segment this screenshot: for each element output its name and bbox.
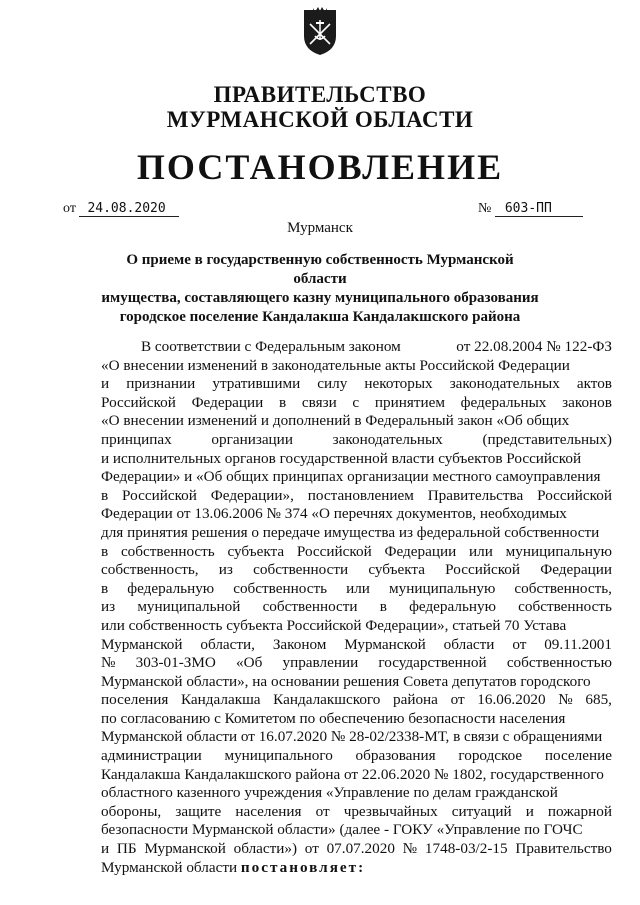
body-word: ПБ bbox=[116, 840, 137, 858]
body-line: или собственность субъекта Российской Федерации», статьей 70 Устава bbox=[101, 616, 567, 634]
body-line bbox=[101, 338, 612, 357]
body-word: от bbox=[450, 691, 465, 709]
body-word: Законом bbox=[272, 635, 327, 653]
body-line bbox=[101, 431, 612, 450]
body-word: собственность bbox=[518, 598, 612, 616]
body-word: субъекта bbox=[227, 542, 285, 560]
body-word: городское bbox=[458, 747, 523, 765]
body-word: обороны, bbox=[101, 802, 162, 820]
body-word: муниципальную bbox=[389, 579, 496, 597]
body-word: собственности bbox=[253, 561, 349, 579]
number-value: 603-ПП bbox=[495, 201, 583, 217]
body-word: федеральную bbox=[409, 598, 496, 616]
body-word: Российской bbox=[296, 542, 372, 560]
body-word: в bbox=[101, 542, 109, 560]
body-line: «О внесении изменений в законодательные акты Российской Федерации bbox=[101, 356, 570, 374]
body-word: образования bbox=[355, 747, 436, 765]
body-word: из bbox=[218, 561, 233, 579]
body-word: или bbox=[469, 542, 493, 560]
body-word: Мурманской bbox=[101, 635, 183, 653]
body-word: принципах bbox=[101, 430, 172, 448]
body-word: чрезвычайных bbox=[343, 802, 438, 820]
date-value: 24.08.2020 bbox=[79, 201, 179, 217]
body-line bbox=[101, 598, 612, 617]
body-word: организации bbox=[211, 430, 293, 448]
body-word: законов bbox=[562, 393, 612, 411]
body-line: безопасности Мурманской области» (далее - ГОКУ «Управление по ГОЧС bbox=[101, 821, 583, 839]
body-line: «О внесении изменений и дополнений в Федеральный закон «Об общих bbox=[101, 412, 570, 430]
body-word: Кандалакша bbox=[180, 691, 261, 709]
body-word: муниципального bbox=[224, 747, 333, 765]
body-line: Федерации» и «Об общих принципах организации местного самоуправления bbox=[101, 468, 601, 486]
body-word: в bbox=[101, 486, 109, 504]
body-word: поселения bbox=[101, 691, 169, 709]
body-word: Мурманской bbox=[344, 635, 426, 653]
body-word: Правительства bbox=[427, 486, 524, 504]
body-word: (представительных) bbox=[482, 430, 612, 448]
body-word: района bbox=[393, 691, 438, 709]
body-word: актов bbox=[576, 375, 612, 393]
body-word: муниципальную bbox=[505, 542, 612, 560]
body-word: Российской bbox=[445, 561, 521, 579]
body-line: для принятия решения о передаче имущества из федеральной собственности bbox=[101, 523, 600, 541]
body-word: В соответствии с Федеральным законом bbox=[141, 338, 401, 355]
body-word: № bbox=[402, 840, 418, 858]
body-word: законодательных bbox=[449, 375, 560, 393]
body-word: собственность bbox=[233, 579, 328, 597]
body-line bbox=[101, 747, 612, 766]
body-line bbox=[101, 691, 612, 710]
body-line: Кандалакша Кандалакшского района от 22.06.2020 № 1802, государственного bbox=[101, 765, 604, 783]
body-line bbox=[101, 487, 612, 506]
body-word: области, bbox=[200, 635, 255, 653]
closing-line bbox=[101, 859, 612, 878]
body-word: Правительство bbox=[515, 840, 612, 858]
body-word: федеральных bbox=[460, 393, 547, 411]
body-word: Федерации bbox=[540, 561, 612, 579]
body-word: 16.06.2020 bbox=[477, 691, 546, 709]
body-word: «Об bbox=[236, 654, 263, 672]
body-word: законодательных bbox=[332, 430, 443, 448]
body-word: Федерации bbox=[384, 542, 457, 560]
subject-line: городское поселение Кандалакша Кандалакшского района bbox=[119, 309, 521, 325]
body-word: области bbox=[443, 635, 495, 653]
body-word: собственность, bbox=[514, 579, 612, 597]
body-line bbox=[101, 543, 612, 562]
body-line bbox=[101, 561, 612, 580]
date-field bbox=[63, 201, 179, 217]
body-word: Федерации bbox=[191, 393, 264, 411]
body-word: от 22.08.2004 № 122-ФЗ bbox=[456, 338, 612, 355]
body-word: и bbox=[101, 840, 110, 858]
body-word: 685, bbox=[585, 691, 612, 709]
body-word: Российской bbox=[122, 486, 197, 504]
body-word: администрации bbox=[101, 747, 202, 765]
body-word: Кандалакшского bbox=[273, 691, 381, 709]
body-line bbox=[101, 840, 612, 859]
org-name-line1: ПРАВИТЕЛЬСТВО bbox=[213, 82, 427, 107]
document-type: ПОСТАНОВЛЕНИЕ bbox=[136, 147, 504, 187]
body-word: собственность, bbox=[101, 561, 199, 579]
body-word: муниципальной bbox=[137, 598, 241, 616]
body-word: собственностью bbox=[506, 654, 612, 672]
body-word: с bbox=[352, 393, 360, 411]
body-word: собственность bbox=[120, 542, 215, 560]
number-prefix: № bbox=[478, 201, 492, 216]
body-line: по согласованию с Комитетом по обеспечению безопасности населения bbox=[101, 709, 566, 727]
body-word: 303-01-ЗМО bbox=[135, 654, 216, 672]
coat-of-arms-icon bbox=[301, 6, 339, 56]
number-field bbox=[478, 201, 583, 217]
body-word: 1748-03/2-15 bbox=[424, 840, 508, 858]
body-line: Федерации от 13.06.2006 № 374 «О перечнях документов, необходимых bbox=[101, 505, 567, 523]
body-line bbox=[101, 803, 612, 822]
body-word: Федерации», bbox=[210, 486, 294, 504]
body-word: поселение bbox=[544, 747, 612, 765]
body-line: Мурманской области от 16.07.2020 № 28-02/2338-МТ, в связи с обращениями bbox=[101, 728, 603, 746]
body-word: в bbox=[101, 579, 109, 597]
subject-line: О приеме в государственную собственность Мурманской области bbox=[126, 252, 514, 287]
body-word: некоторых bbox=[364, 375, 433, 393]
body-line: и исполнительных органов государственной власти субъектов Российской bbox=[101, 449, 582, 467]
body-word: принятием bbox=[374, 393, 445, 411]
body-word: в bbox=[279, 393, 287, 411]
body-line bbox=[101, 394, 612, 413]
body-word: населения bbox=[235, 802, 302, 820]
body-line bbox=[101, 636, 612, 655]
body-word: 09.11.2001 bbox=[544, 635, 612, 653]
body-word: и bbox=[101, 375, 110, 393]
body-word: Российской bbox=[537, 486, 612, 504]
body-word: и bbox=[525, 802, 534, 820]
body-word: постановлением bbox=[307, 486, 414, 504]
body-word: связи bbox=[301, 393, 337, 411]
body-word: от bbox=[304, 840, 319, 858]
closing-lead: Мурманской области bbox=[101, 858, 241, 876]
body-word: области») bbox=[233, 840, 298, 858]
body-word: пожарной bbox=[547, 802, 612, 820]
date-prefix: от bbox=[63, 201, 76, 216]
body-word: из bbox=[101, 598, 116, 616]
body-word: или bbox=[346, 579, 370, 597]
body-word: от bbox=[315, 802, 330, 820]
closing-verb: постановляет: bbox=[240, 858, 366, 876]
body-word: собственности bbox=[262, 598, 358, 616]
body-word: Мурманской bbox=[144, 840, 226, 858]
body-line bbox=[101, 654, 612, 673]
body-word: субъекта bbox=[368, 561, 425, 579]
body-line: областного казенного учреждения «Управление по делам гражданской bbox=[101, 784, 558, 802]
body-word: силу bbox=[317, 375, 348, 393]
body-word: 07.07.2020 bbox=[326, 840, 395, 858]
body-line: Мурманской области», на основании решения Совета депутатов городского bbox=[101, 672, 591, 690]
city: Мурманск bbox=[287, 220, 353, 236]
org-name-line2: МУРМАНСКОЙ ОБЛАСТИ bbox=[166, 107, 474, 132]
body-line bbox=[101, 375, 612, 394]
body-word: № bbox=[101, 654, 116, 672]
body-text bbox=[101, 338, 612, 877]
body-line bbox=[101, 580, 612, 599]
body-word: Российской bbox=[101, 393, 176, 411]
body-word: государственной bbox=[378, 654, 487, 672]
body-word: № bbox=[558, 691, 573, 709]
body-word: защите bbox=[175, 802, 222, 820]
body-word: федеральную bbox=[127, 579, 215, 597]
body-word: от bbox=[512, 635, 527, 653]
body-word: управлении bbox=[282, 654, 359, 672]
subject-line: имущества, составляющего казну муниципального образования bbox=[101, 290, 539, 306]
body-word: утратившими bbox=[212, 375, 301, 393]
body-word: ситуаций bbox=[451, 802, 512, 820]
document-subject bbox=[100, 251, 540, 327]
body-word: признании bbox=[126, 375, 196, 393]
body-word: в bbox=[379, 598, 387, 616]
